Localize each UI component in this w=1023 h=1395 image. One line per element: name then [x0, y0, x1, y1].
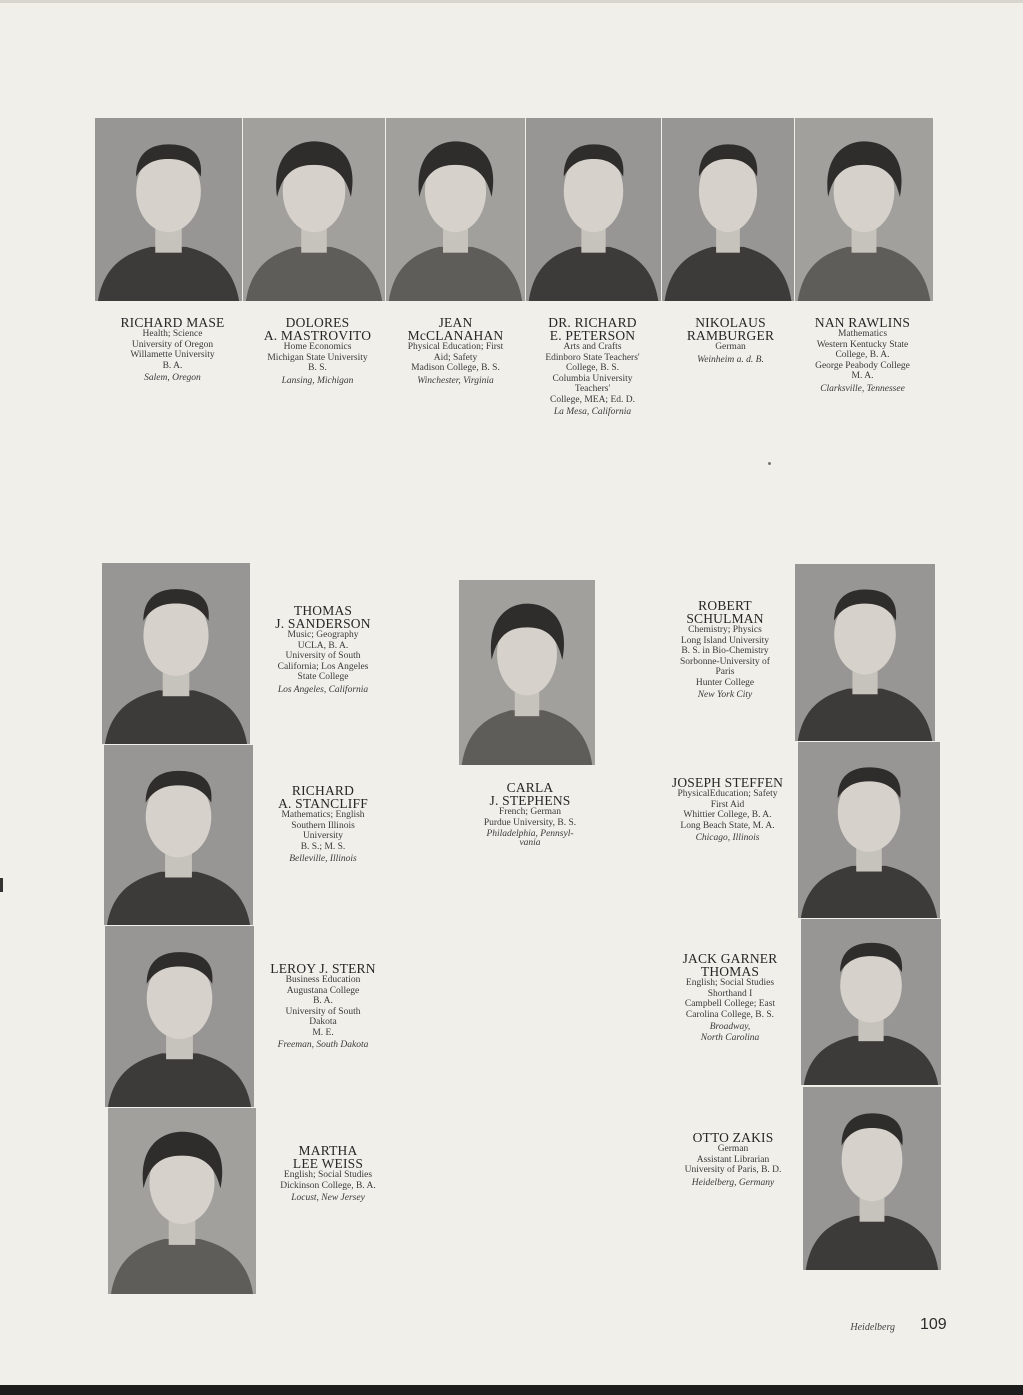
faculty-detail-line: University of South — [285, 651, 361, 661]
faculty-hometown: Winchester, Virginia — [417, 375, 494, 386]
portrait-robert-schulman — [795, 564, 935, 741]
faculty-hometown: Los Angeles, California — [277, 684, 369, 695]
faculty-detail-line: Shorthand I — [707, 988, 753, 999]
faculty-hometown: Freeman, South Dakota — [277, 1040, 369, 1050]
faculty-detail-line: University of Oregon — [131, 339, 214, 350]
faculty-detail-line: English; Social Studies — [685, 978, 775, 988]
portrait-carla-stephens — [459, 580, 595, 765]
faculty-name: NAN RAWLINS — [814, 315, 911, 330]
faculty-detail-line: George Peabody College — [815, 360, 910, 371]
faculty-details — [263, 1170, 393, 1191]
portrait-silhouette — [105, 926, 254, 1107]
faculty-hometown: Belleville, Illinois — [289, 854, 357, 864]
faculty-caption — [263, 1144, 393, 1204]
faculty-detail-line: Long Island University — [680, 635, 770, 646]
faculty-detail-line: College, B. A. — [835, 350, 890, 360]
portrait-silhouette — [795, 118, 933, 301]
faculty-detail-line: Dickinson College, B. A. — [280, 1180, 376, 1191]
faculty-details — [668, 1144, 798, 1176]
portrait-jean-mcclanahan — [386, 118, 525, 301]
portrait-silhouette — [95, 118, 242, 301]
faculty-name: DOLORES A. MASTROVITO — [263, 315, 372, 343]
faculty-detail-line: University of Paris, B. D. — [684, 1165, 782, 1175]
faculty-caption — [790, 316, 935, 395]
faculty-detail-line: Columbia University — [552, 373, 633, 384]
faculty-caption — [258, 784, 388, 865]
portrait-thomas-sanderson — [102, 563, 250, 744]
faculty-caption — [100, 316, 245, 384]
faculty-details — [455, 807, 605, 828]
faculty-name: MARTHA LEE WEISS — [292, 1143, 364, 1171]
faculty-detail-line: College, MEA; Ed. D. — [550, 394, 635, 405]
faculty-name: CARLA J. STEPHENS — [489, 780, 571, 808]
faculty-detail-line: German — [715, 342, 746, 352]
faculty-caption — [665, 952, 795, 1044]
portrait-dolores-mastrovito — [243, 118, 385, 301]
faculty-hometown: Locust, New Jersey — [291, 1193, 365, 1203]
faculty-hometown: Salem, Oregon — [144, 373, 201, 383]
faculty-caption — [383, 316, 528, 387]
faculty-caption — [658, 316, 803, 366]
faculty-detail-line: PhysicalEducation; Safety — [677, 789, 778, 799]
portrait-silhouette — [102, 563, 250, 744]
faculty-detail-line: B. S.; M. S. — [300, 841, 346, 852]
faculty-detail-line: Aid; Safety — [433, 352, 478, 363]
faculty-hometown: Heidelberg, Germany — [691, 1177, 775, 1188]
faculty-detail-line: Hunter College — [695, 677, 755, 688]
faculty-details — [258, 810, 388, 852]
portrait-silhouette — [243, 118, 385, 301]
faculty-name: LEROY J. STERN — [270, 961, 376, 976]
faculty-hometown: Broadway, North Carolina — [700, 1022, 760, 1043]
faculty-detail-line: Willamette University — [130, 350, 215, 360]
faculty-detail-line: B. A. — [313, 996, 333, 1006]
faculty-detail-line: Dakota — [309, 1017, 337, 1027]
portrait-silhouette — [108, 1108, 256, 1294]
faculty-hometown: Philadelphia, Pennsyl- vania — [486, 829, 574, 848]
faculty-detail-line: Music; Geography — [287, 630, 359, 640]
top-rule — [0, 0, 1023, 3]
faculty-hometown: La Mesa, California — [553, 407, 632, 417]
portrait-richard-mase — [95, 118, 242, 301]
faculty-detail-line: Madison College, B. S. — [411, 363, 500, 373]
faculty-detail-line: German — [717, 1144, 749, 1154]
portrait-silhouette — [662, 118, 794, 301]
speck — [768, 462, 771, 465]
faculty-detail-line: Mathematics — [837, 329, 888, 339]
page-number: 109 — [920, 1316, 947, 1333]
faculty-detail-line: University — [302, 831, 344, 841]
portrait-silhouette — [386, 118, 525, 301]
faculty-detail-line: Home Economics — [283, 342, 352, 352]
faculty-details — [245, 342, 390, 374]
faculty-caption — [258, 604, 388, 696]
faculty-detail-line: Sorbonne-University of — [680, 656, 770, 667]
faculty-hometown: Clarksville, Tennessee — [820, 383, 905, 394]
faculty-name: JOSEPH STEFFEN — [671, 775, 784, 790]
faculty-details — [520, 342, 665, 405]
faculty-caption — [455, 781, 605, 848]
portrait-nikolaus-ramburger — [662, 118, 794, 301]
portrait-silhouette — [104, 745, 253, 925]
faculty-detail-line: State College — [297, 672, 349, 682]
faculty-detail-line: Long Beach State, M. A. — [680, 820, 775, 831]
faculty-detail-line: B. S. in Bio-Chemistry — [681, 646, 769, 656]
faculty-name: THOMAS J. SANDERSON — [275, 603, 371, 631]
portrait-nan-rawlins — [795, 118, 933, 301]
faculty-details — [660, 789, 795, 831]
portrait-joseph-steffen — [798, 742, 940, 918]
faculty-detail-line: Teachers' — [574, 384, 611, 394]
faculty-detail-line: Mathematics; English — [281, 810, 365, 820]
faculty-detail-line: Carolina College, B. S. — [685, 1009, 775, 1020]
faculty-detail-line: Arts and Crafts — [563, 342, 622, 352]
faculty-detail-line: M. E. — [312, 1027, 334, 1038]
faculty-name: NIKOLAUS RAMBURGER — [686, 315, 775, 343]
faculty-name: JEAN McCLANAHAN — [407, 315, 504, 343]
faculty-detail-line: Augustana College — [286, 985, 360, 996]
faculty-name: OTTO ZAKIS — [692, 1130, 774, 1145]
faculty-detail-line: Paris — [715, 667, 735, 677]
portrait-richard-stancliff — [104, 745, 253, 925]
portrait-silhouette — [801, 919, 941, 1085]
faculty-details — [258, 975, 388, 1038]
faculty-detail-line: Edinboro State Teachers' — [545, 352, 640, 363]
portrait-martha-weiss — [108, 1108, 256, 1294]
faculty-name: DR. RICHARD E. PETERSON — [548, 315, 637, 343]
faculty-caption — [520, 316, 665, 418]
bottom-rule — [0, 1385, 1023, 1395]
faculty-caption — [258, 962, 388, 1051]
page-edge-mark — [0, 878, 3, 892]
faculty-detail-line: Whittier College, B. A. — [683, 810, 772, 820]
faculty-caption — [668, 1131, 798, 1189]
faculty-detail-line: Purdue University, B. S. — [483, 817, 577, 828]
faculty-details — [258, 630, 388, 683]
faculty-details — [665, 978, 795, 1020]
faculty-caption — [660, 776, 795, 844]
faculty-hometown: Lansing, Michigan — [281, 375, 354, 386]
portrait-silhouette — [798, 742, 940, 918]
faculty-detail-line: B. A. — [162, 360, 183, 371]
faculty-detail-line: Western Kentucky State — [816, 339, 909, 350]
portrait-silhouette — [795, 564, 935, 741]
faculty-detail-line: California; Los Angeles — [277, 661, 369, 672]
portrait-otto-zakis — [803, 1087, 941, 1270]
faculty-detail-line: Physical Education; First — [407, 342, 504, 352]
portrait-leroy-stern — [105, 926, 254, 1107]
faculty-detail-line: English; Social Studies — [283, 1170, 373, 1180]
faculty-details — [660, 625, 790, 688]
faculty-detail-line: College, B. S. — [565, 363, 620, 373]
portrait-silhouette — [459, 580, 595, 765]
portrait-silhouette — [803, 1087, 941, 1270]
faculty-detail-line: Chemistry; Physics — [688, 625, 762, 635]
footer-label: Heidelberg — [850, 1322, 895, 1333]
faculty-details — [383, 342, 528, 374]
faculty-caption — [660, 599, 790, 701]
faculty-details — [100, 329, 245, 371]
portrait-richard-peterson — [526, 118, 661, 301]
faculty-detail-line: Southern Illinois — [291, 820, 355, 831]
faculty-caption — [245, 316, 390, 387]
faculty-name: RICHARD MASE — [120, 315, 225, 330]
faculty-detail-line: First Aid — [710, 799, 745, 810]
faculty-detail-line: University of South — [285, 1006, 361, 1017]
faculty-details — [658, 342, 803, 353]
faculty-detail-line: B. S. — [308, 363, 327, 373]
faculty-name: RICHARD A. STANCLIFF — [278, 783, 368, 811]
faculty-details — [790, 329, 935, 382]
faculty-hometown: Chicago, Illinois — [695, 833, 760, 843]
faculty-detail-line: UCLA, B. A. — [297, 640, 349, 651]
portrait-jack-thomas — [801, 919, 941, 1085]
faculty-detail-line: Campbell College; East — [684, 999, 776, 1009]
faculty-detail-line: M. A. — [851, 371, 874, 381]
faculty-hometown: Weinheim a. d. B. — [697, 354, 764, 365]
faculty-detail-line: Health; Science — [142, 329, 203, 339]
faculty-detail-line: Business Education — [285, 975, 361, 985]
faculty-name: ROBERT SCHULMAN — [686, 598, 764, 626]
faculty-detail-line: Michigan State University — [267, 352, 368, 363]
faculty-name: JACK GARNER THOMAS — [682, 951, 778, 979]
faculty-detail-line: French; German — [499, 807, 561, 817]
portrait-silhouette — [526, 118, 661, 301]
faculty-detail-line: Assistant Librarian — [696, 1154, 770, 1165]
faculty-hometown: New York City — [697, 690, 753, 700]
